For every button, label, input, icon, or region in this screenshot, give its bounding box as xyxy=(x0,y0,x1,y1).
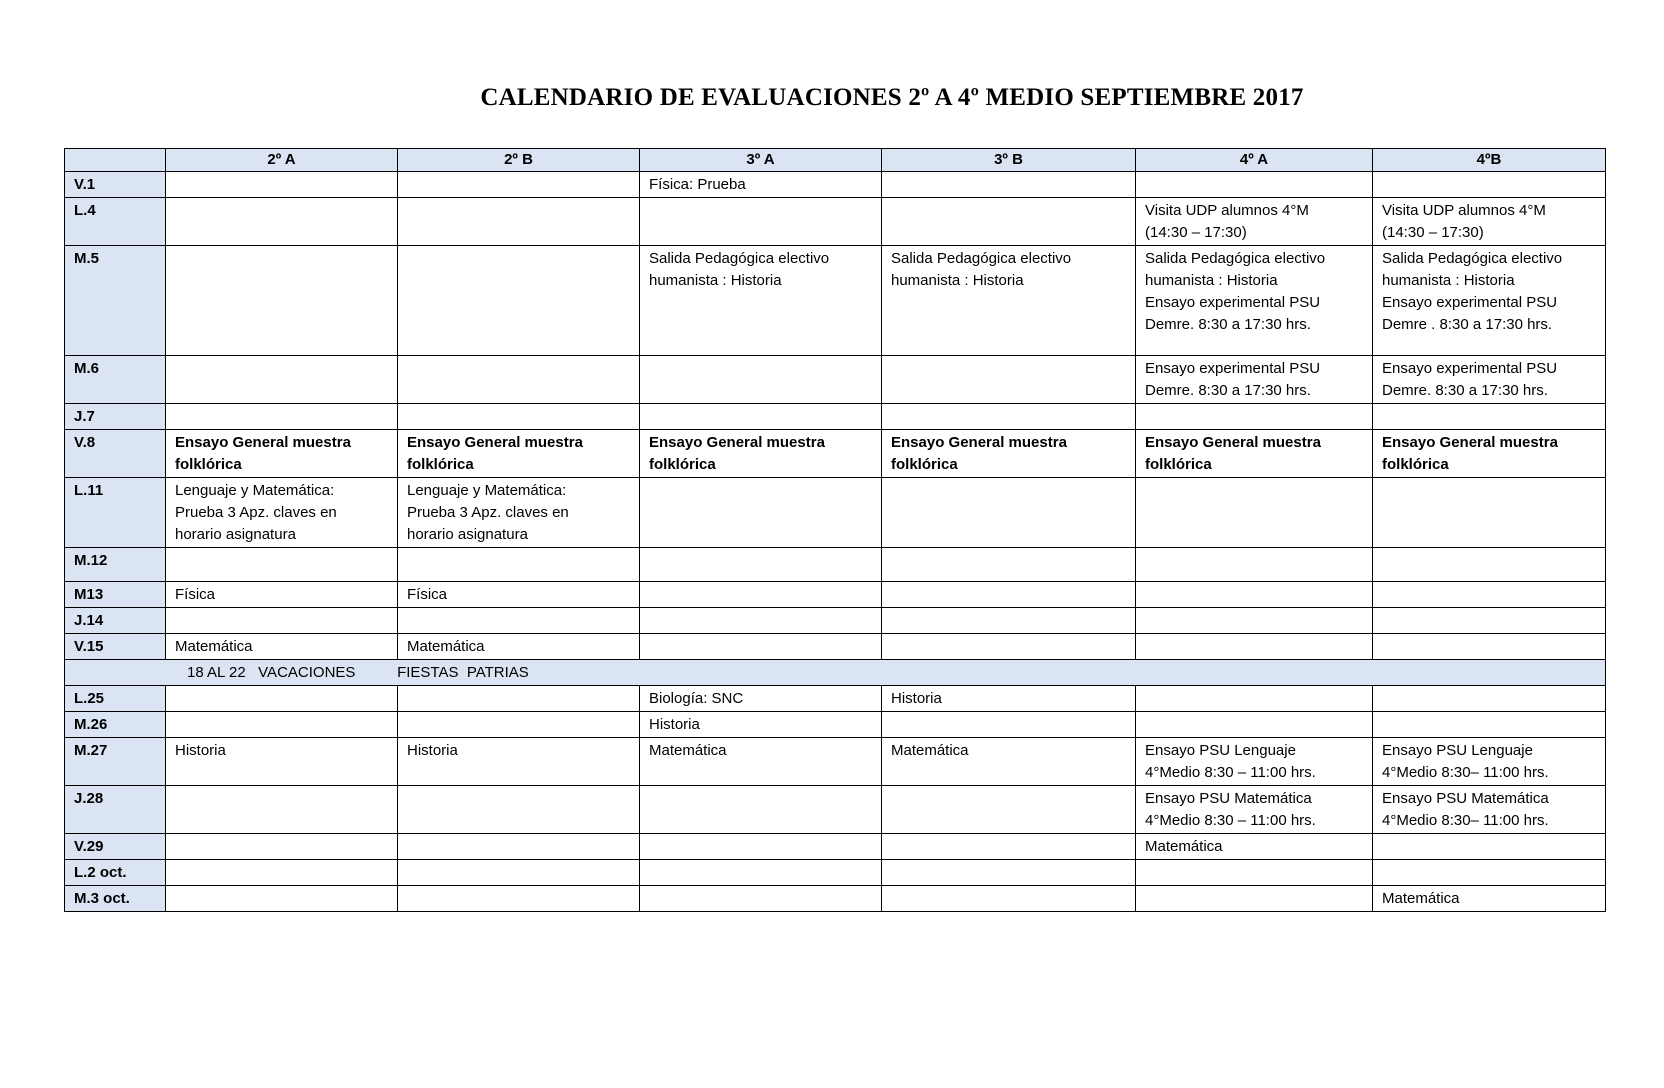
cell-4a: Salida Pedagógica electivo humanista : Historia Ensayo experimental PSU Demre. 8:30 a 17:30 hrs. xyxy=(1136,246,1373,356)
cell-2a: Física xyxy=(166,582,398,608)
cell-2b xyxy=(398,786,640,834)
day-label: L.4 xyxy=(65,198,166,246)
day-label: M.27 xyxy=(65,738,166,786)
cell-4a: Ensayo PSU Lenguaje 4°Medio 8:30 – 11:00 hrs. xyxy=(1136,738,1373,786)
table-row xyxy=(65,786,1606,834)
table-row xyxy=(65,886,1606,912)
cell-2b xyxy=(398,198,640,246)
cell-3a xyxy=(640,860,882,886)
cell-3b xyxy=(882,548,1136,582)
cell-2b xyxy=(398,834,640,860)
cell-3b xyxy=(882,860,1136,886)
vacation-row xyxy=(65,660,1606,686)
cell-3a xyxy=(640,356,882,404)
cell-3a xyxy=(640,478,882,548)
cell-2b xyxy=(398,860,640,886)
cell-3b xyxy=(882,834,1136,860)
cell-4b xyxy=(1373,686,1606,712)
cell-2a: Ensayo General muestra folklórica xyxy=(166,430,398,478)
cell-2b xyxy=(398,712,640,738)
cell-2a xyxy=(166,198,398,246)
cell-4a xyxy=(1136,404,1373,430)
cell-2a xyxy=(166,686,398,712)
table-row xyxy=(65,634,1606,660)
cell-2a: Lenguaje y Matemática: Prueba 3 Apz. claves en horario asignatura xyxy=(166,478,398,548)
day-label: M.26 xyxy=(65,712,166,738)
header-2b: 2º B xyxy=(398,149,640,172)
day-label: M.5 xyxy=(65,246,166,356)
cell-4a xyxy=(1136,886,1373,912)
cell-4a: Visita UDP alumnos 4°M (14:30 – 17:30) xyxy=(1136,198,1373,246)
table-row xyxy=(65,582,1606,608)
cell-4a xyxy=(1136,608,1373,634)
cell-4b xyxy=(1373,582,1606,608)
cell-4b xyxy=(1373,712,1606,738)
cell-3a xyxy=(640,786,882,834)
cell-3a xyxy=(640,198,882,246)
cell-4a: Ensayo General muestra folklórica xyxy=(1136,430,1373,478)
cell-2a xyxy=(166,246,398,356)
cell-3b xyxy=(882,634,1136,660)
day-label: L.25 xyxy=(65,686,166,712)
cell-3a: Historia xyxy=(640,712,882,738)
cell-3b xyxy=(882,404,1136,430)
cell-4b xyxy=(1373,404,1606,430)
cell-3b xyxy=(882,712,1136,738)
page-title: CALENDARIO DE EVALUACIONES 2º A 4º MEDIO SEPTIEMBRE 2017 xyxy=(480,84,1304,111)
cell-3b xyxy=(882,786,1136,834)
cell-2a xyxy=(166,404,398,430)
table-row xyxy=(65,478,1606,548)
cell-3a xyxy=(640,634,882,660)
cell-3b xyxy=(882,356,1136,404)
day-label: V.8 xyxy=(65,430,166,478)
cell-4a: Ensayo experimental PSU Demre. 8:30 a 17:30 hrs. xyxy=(1136,356,1373,404)
cell-3b xyxy=(882,172,1136,198)
cell-3b xyxy=(882,886,1136,912)
cell-3a: Salida Pedagógica electivo humanista : Historia xyxy=(640,246,882,356)
cell-2a: Historia xyxy=(166,738,398,786)
cell-3a: Física: Prueba xyxy=(640,172,882,198)
header-3a: 3º A xyxy=(640,149,882,172)
cell-4a xyxy=(1136,712,1373,738)
cell-3b xyxy=(882,582,1136,608)
day-label: J.7 xyxy=(65,404,166,430)
cell-2a xyxy=(166,860,398,886)
evaluation-calendar-table xyxy=(64,148,1606,912)
cell-3a: Biología: SNC xyxy=(640,686,882,712)
cell-2b xyxy=(398,246,640,356)
cell-4b: Ensayo experimental PSU Demre. 8:30 a 17:30 hrs. xyxy=(1373,356,1606,404)
cell-4a xyxy=(1136,634,1373,660)
cell-2a xyxy=(166,356,398,404)
cell-2a xyxy=(166,786,398,834)
cell-3a xyxy=(640,404,882,430)
cell-3a xyxy=(640,582,882,608)
header-row xyxy=(65,149,1606,172)
cell-4b: Ensayo PSU Matemática 4°Medio 8:30– 11:00 hrs. xyxy=(1373,786,1606,834)
cell-4a xyxy=(1136,860,1373,886)
cell-3a: Matemática xyxy=(640,738,882,786)
cell-3a: Ensayo General muestra folklórica xyxy=(640,430,882,478)
cell-2b: Física xyxy=(398,582,640,608)
table-row xyxy=(65,404,1606,430)
cell-2a xyxy=(166,608,398,634)
header-day xyxy=(65,149,166,172)
cell-4a xyxy=(1136,172,1373,198)
cell-4a: Matemática xyxy=(1136,834,1373,860)
cell-3b xyxy=(882,608,1136,634)
cell-2b xyxy=(398,886,640,912)
cell-2b: Historia xyxy=(398,738,640,786)
table-row xyxy=(65,608,1606,634)
cell-4a xyxy=(1136,582,1373,608)
cell-2a xyxy=(166,712,398,738)
table-row xyxy=(65,548,1606,582)
cell-2b: Ensayo General muestra folklórica xyxy=(398,430,640,478)
header-2a: 2º A xyxy=(166,149,398,172)
cell-4a xyxy=(1136,548,1373,582)
cell-3a xyxy=(640,886,882,912)
cell-3b: Historia xyxy=(882,686,1136,712)
cell-3b: Salida Pedagógica electivo humanista : Historia xyxy=(882,246,1136,356)
cell-4b xyxy=(1373,634,1606,660)
header-3b: 3º B xyxy=(882,149,1136,172)
cell-4b: Visita UDP alumnos 4°M (14:30 – 17:30) xyxy=(1373,198,1606,246)
cell-4b xyxy=(1373,172,1606,198)
cell-4a xyxy=(1136,478,1373,548)
cell-2b xyxy=(398,548,640,582)
cell-4a: Ensayo PSU Matemática 4°Medio 8:30 – 11:00 hrs. xyxy=(1136,786,1373,834)
cell-2b xyxy=(398,608,640,634)
cell-3b xyxy=(882,198,1136,246)
table-row xyxy=(65,834,1606,860)
cell-4b xyxy=(1373,548,1606,582)
cell-4b: Ensayo PSU Lenguaje 4°Medio 8:30– 11:00 hrs. xyxy=(1373,738,1606,786)
cell-4a xyxy=(1136,686,1373,712)
cell-2a xyxy=(166,172,398,198)
cell-4b: Ensayo General muestra folklórica xyxy=(1373,430,1606,478)
table-row xyxy=(65,198,1606,246)
cell-2b: Matemática xyxy=(398,634,640,660)
vacation-note: 18 AL 22 VACACIONES FIESTAS PATRIAS xyxy=(65,660,1606,686)
cell-2a xyxy=(166,548,398,582)
day-label: V.15 xyxy=(65,634,166,660)
day-label: M.12 xyxy=(65,548,166,582)
day-label: V.1 xyxy=(65,172,166,198)
day-label: J.28 xyxy=(65,786,166,834)
table-row xyxy=(65,246,1606,356)
header-4b: 4ºB xyxy=(1373,149,1606,172)
cell-2b: Lenguaje y Matemática: Prueba 3 Apz. claves en horario asignatura xyxy=(398,478,640,548)
cell-2b xyxy=(398,404,640,430)
table-row xyxy=(65,686,1606,712)
cell-2a xyxy=(166,834,398,860)
table-row xyxy=(65,860,1606,886)
cell-2a xyxy=(166,886,398,912)
day-label: L.11 xyxy=(65,478,166,548)
cell-3a xyxy=(640,608,882,634)
day-label: M.3 oct. xyxy=(65,886,166,912)
cell-3a xyxy=(640,548,882,582)
day-label: L.2 oct. xyxy=(65,860,166,886)
cell-3b xyxy=(882,478,1136,548)
cell-3b: Matemática xyxy=(882,738,1136,786)
cell-2a: Matemática xyxy=(166,634,398,660)
day-label: M.6 xyxy=(65,356,166,404)
cell-4b xyxy=(1373,608,1606,634)
day-label: J.14 xyxy=(65,608,166,634)
table-row xyxy=(65,356,1606,404)
day-label: M13 xyxy=(65,582,166,608)
table-row xyxy=(65,738,1606,786)
cell-4b xyxy=(1373,860,1606,886)
cell-2b xyxy=(398,686,640,712)
cell-2b xyxy=(398,172,640,198)
header-4a: 4º A xyxy=(1136,149,1373,172)
cell-4b: Salida Pedagógica electivo humanista : Historia Ensayo experimental PSU Demre . 8:30 a 17:30 hrs. xyxy=(1373,246,1606,356)
table-row xyxy=(65,430,1606,478)
cell-3a xyxy=(640,834,882,860)
day-label: V.29 xyxy=(65,834,166,860)
cell-2b xyxy=(398,356,640,404)
cell-4b: Matemática xyxy=(1373,886,1606,912)
cell-4b xyxy=(1373,478,1606,548)
cell-3b: Ensayo General muestra folklórica xyxy=(882,430,1136,478)
cell-4b xyxy=(1373,834,1606,860)
table-row xyxy=(65,172,1606,198)
table-row xyxy=(65,712,1606,738)
